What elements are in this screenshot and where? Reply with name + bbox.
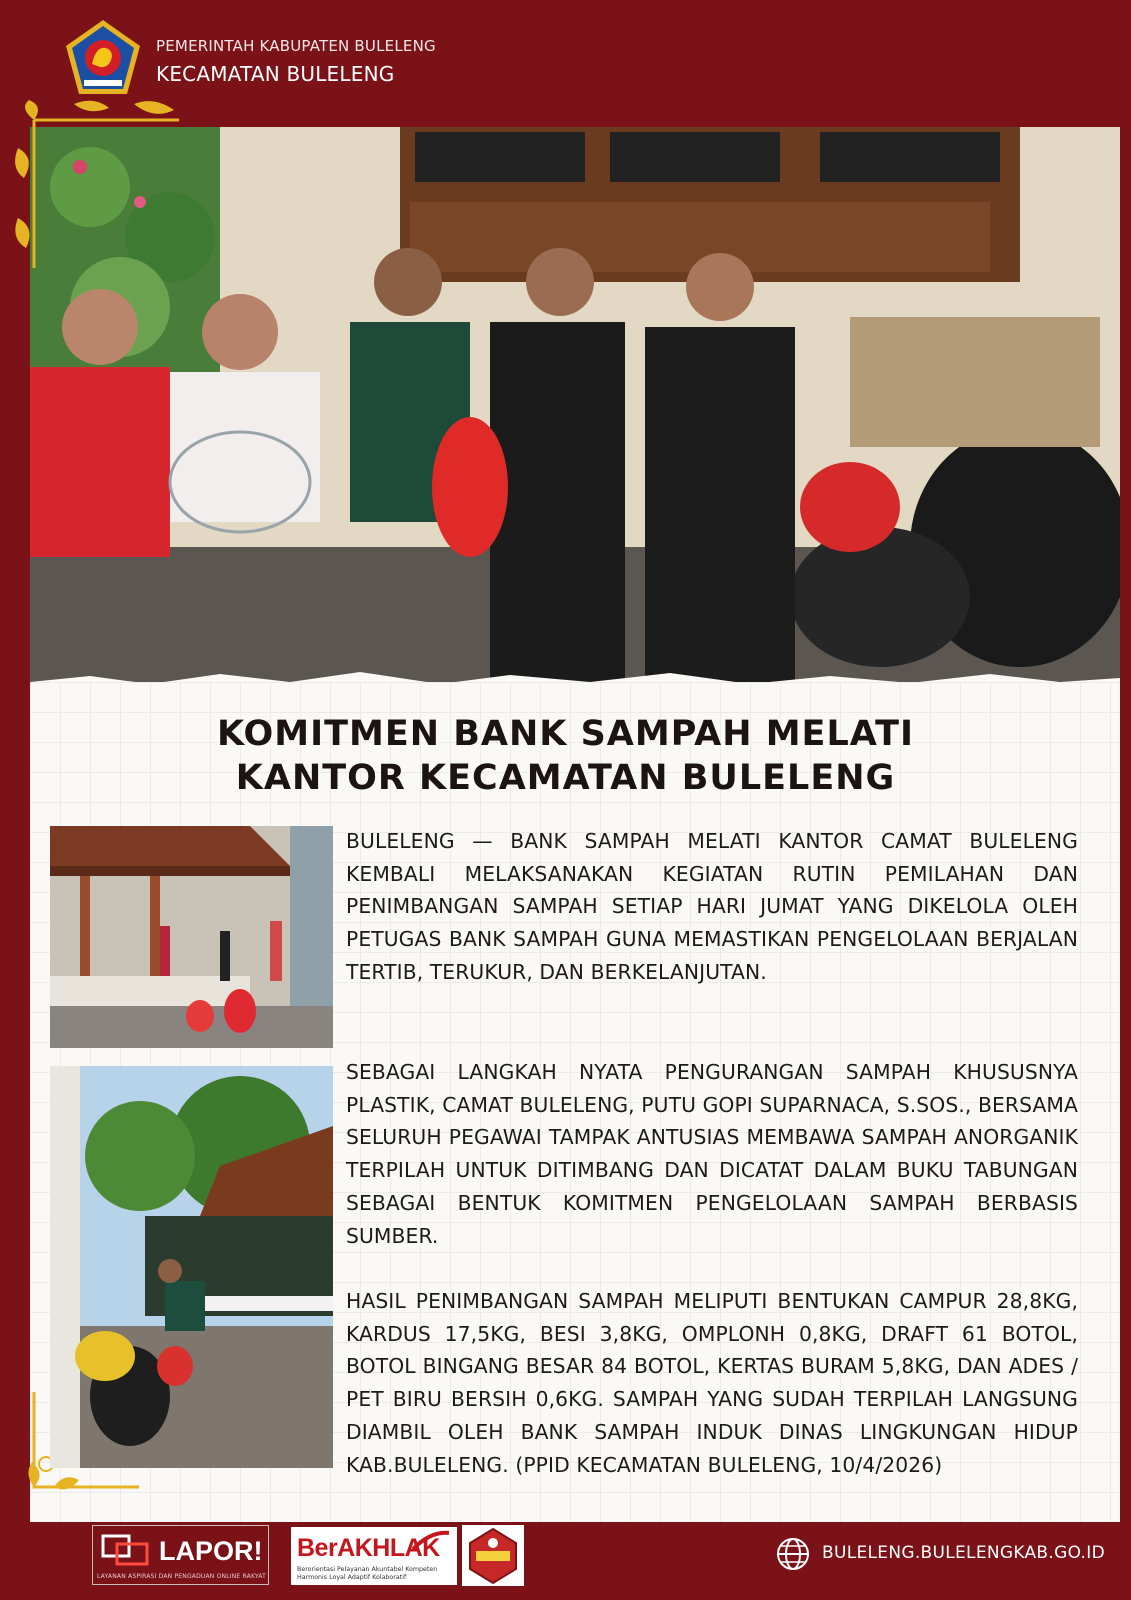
lapor-label: LAPOR!	[159, 1536, 263, 1566]
hero-photo-illustration	[30, 127, 1120, 682]
berakhlak-label: BerAKHLAK	[297, 1534, 440, 1562]
lapor-badge[interactable]	[92, 1525, 269, 1585]
berakhlak-badge[interactable]	[291, 1527, 457, 1585]
emblem-icon	[462, 1525, 524, 1586]
lapor-subtitle: LAYANAN ASPIRASI DAN PENGADUAN ONLINE RAKYAT	[97, 1573, 266, 1580]
article-title	[0, 712, 1131, 800]
photo-sorting-waste	[50, 826, 333, 1048]
article-paragraph-2: SEBAGAI LANGKAH NYATA PENGURANGAN SAMPAH KHUSUSNYA PLASTIK, CAMAT BULELENG, PUTU GOPI SUPARNACA, S.SOS., BERSAMA SELURUH PEGAWAI TAMPAK ANTUSIAS MEMBAWA SAMPAH ANORGANIK TERPILAH UNTUK DITIMBANG DAN DICATAT DALAM BUKU TABUNGAN SEBAGAI BENTUK KOMITMEN PENGELOLAAN SAMPAH BERBASIS SUMBER.	[346, 1060, 1078, 1248]
emblem-badge	[462, 1525, 524, 1586]
globe-icon	[775, 1536, 811, 1572]
lapor-logo-icon	[101, 1534, 155, 1568]
title-line-1: KOMITMEN BANK SAMPAH MELATI	[216, 714, 915, 754]
header	[0, 0, 1131, 125]
district-name: KECAMATAN BULELENG	[156, 62, 395, 86]
government-name: PEMERINTAH KABUPATEN BULELENG	[156, 37, 436, 55]
article-paragraph-3: HASIL PENIMBANGAN SAMPAH MELIPUTI BENTUKAN CAMPUR 28,8KG, KARDUS 17,5KG, BESI 3,8KG, OMPLONH 0,8KG, DRAFT 61 BOTOL, BOTOL BINGANG BESAR 84 BOTOL, KERTAS BURAM 5,8KG, DAN ADES / PET BIRU BERSIH 0,6KG. SAMPAH YANG SUDAH TERPILAH LANGSUNG DIAMBIL OLEH BANK SAMPAH INDUK DINAS LINGKUNGAN HIDUP KAB.BULELENG. (PPID KECAMATAN BULELENG, 10/4/2026)	[346, 1289, 1078, 1477]
article-paragraph-1: BULELENG — BANK SAMPAH MELATI KANTOR CAMAT BULELENG KEMBALI MELAKSANAKAN KEGIATAN RUTIN PEMILAHAN DAN PENIMBANGAN SAMPAH SETIAP HARI JUMAT YANG DIKELOLA OLEH PETUGAS BANK SAMPAH GUNA MEMASTIKAN PENGELOLAAN BERJALAN TERTIB, TERUKUR, DAN BERKELANJUTAN.	[346, 829, 1078, 984]
hero-photo	[30, 127, 1120, 682]
title-line-2: KANTOR KECAMATAN BULELENG	[235, 758, 896, 798]
website-link[interactable]: BULELENG.BULELENGKAB.GO.ID	[822, 1543, 1105, 1563]
crest-icon	[64, 18, 142, 98]
photo-truck-pickup	[50, 1066, 333, 1468]
berakhlak-subtitle: Berorientasi Pelayanan Akuntabel Kompeten Harmonis Loyal Adaptif Kolaboratif	[297, 1566, 438, 1581]
